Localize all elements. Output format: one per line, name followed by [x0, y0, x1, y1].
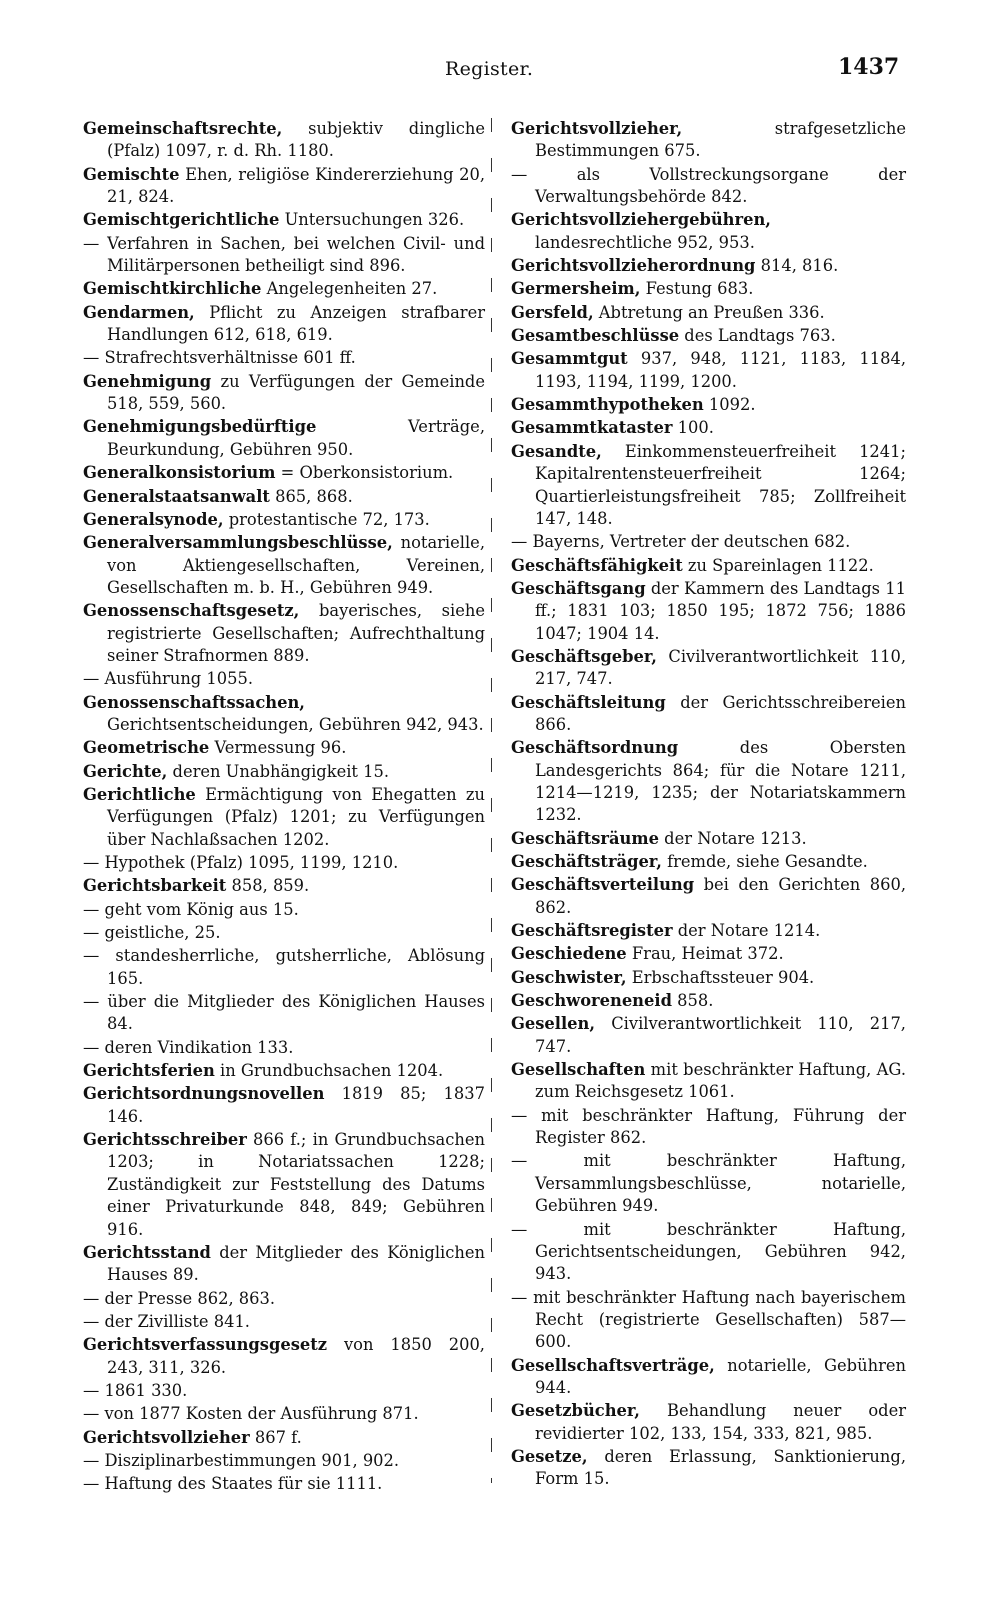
entry-references: 1819 85; 1837 146. [107, 1084, 485, 1126]
entry-references: Civilverantwortlichkeit 110, 217, 747. [535, 1014, 906, 1056]
index-entry [511, 737, 906, 826]
entry-keyword: Generalsynode, [83, 509, 224, 529]
entry-references: 866 f.; in Grundbuchsachen 1203; in Notariatssachen 1228; Zuständigkeit zur Feststellung des Datums einer Privaturkunde 848, 849; Gebühren 916. [107, 1130, 485, 1239]
entry-keyword: Gerichtsverfassungsgesetz [83, 1335, 328, 1355]
index-entry [511, 578, 906, 645]
entry-references: 1092. [708, 395, 756, 415]
index-entry [511, 1400, 906, 1445]
index-entry [511, 920, 906, 942]
index-entry [83, 532, 485, 599]
entry-references: notarielle, von Aktiengesellschaften, Vereinen, Gesellschaften m. b. H., Gebühren 949. [107, 533, 485, 597]
index-entry [511, 1013, 906, 1058]
entry-references: — Strafrechtsverhältnisse 601 ff. [83, 348, 356, 368]
running-head [0, 54, 1000, 88]
entry-keyword: Gesammthypotheken [511, 395, 704, 415]
entry-references: Erbschaftssteuer 904. [631, 967, 815, 987]
index-entry [83, 462, 485, 484]
entry-keyword: Geschiedene [511, 944, 627, 964]
index-entry [83, 761, 485, 783]
entry-references: — Ausführung 1055. [83, 669, 254, 689]
index-entry [511, 417, 906, 439]
entry-references: 867 f. [254, 1427, 302, 1447]
entry-references: Verträge, Beurkundung, Gebühren 950. [107, 417, 485, 459]
index-subentry [83, 668, 485, 690]
index-entry [511, 943, 906, 965]
entry-keyword: Geschäftsräume [511, 828, 659, 848]
index-entry [83, 164, 485, 209]
entry-keyword: Gesellschaften [511, 1060, 646, 1080]
index-entry [83, 1427, 485, 1449]
entry-references: Abtretung an Preußen 336. [598, 302, 825, 322]
entry-references: Frau, Heimat 372. [631, 944, 784, 964]
index-entry [511, 325, 906, 347]
index-entry [511, 209, 906, 254]
index-entry [83, 416, 485, 461]
entry-keyword: Gerichtsvollzieher [83, 1427, 250, 1447]
entry-references: des Landtags 763. [684, 326, 836, 346]
entry-references: — als Vollstreckungsorgane der Verwaltungsbehörde 842. [511, 164, 906, 207]
entry-keyword: Gerichtsvollziehergebühren, [511, 210, 771, 230]
entry-references: — Bayerns, Vertreter der deutschen 682. [511, 532, 851, 552]
entry-references: 865, 868. [275, 486, 353, 506]
entry-references: landesrechtliche 952, 953. [535, 232, 755, 252]
entry-references: — über die Mitglieder des Königlichen Hauses 84. [83, 992, 485, 1034]
index-subentry [511, 164, 906, 209]
entry-keyword: Genehmigungsbedürftige [83, 417, 317, 437]
entry-keyword: Gemischte [83, 164, 180, 184]
index-entry [511, 692, 906, 737]
entry-references: — der Presse 862, 863. [83, 1288, 276, 1308]
entry-keyword: Gerichtliche [83, 784, 196, 804]
index-subentry [83, 991, 485, 1036]
entry-keyword: Gerichtsordnungsnovellen [83, 1084, 325, 1104]
entry-references: bayerisches, siehe registrierte Gesellschaften; Aufrechthaltung seiner Strafnormen 889. [107, 601, 485, 665]
index-entry [83, 1083, 485, 1128]
index-entry [511, 302, 906, 324]
index-entry [511, 967, 906, 989]
index-subentry [83, 1037, 485, 1059]
entry-references: Pflicht zu Anzeigen strafbarer Handlungen 612, 618, 619. [107, 302, 485, 345]
index-entry [83, 784, 485, 851]
index-entry [83, 875, 485, 897]
entry-references: — geht vom König aus 15. [83, 899, 299, 919]
column-divider [491, 118, 492, 1483]
index-entry [83, 509, 485, 531]
entry-keyword: Gerichtsschreiber [83, 1130, 247, 1150]
entry-references: — von 1877 Kosten der Ausführung 871. [83, 1404, 419, 1424]
index-entry [511, 1059, 906, 1104]
index-subentry [83, 1311, 485, 1333]
entry-references: des Obersten Landesgerichts 864; für die Notare 1211, 1214—1219, 1235; der Notariatskammern 1232. [535, 738, 906, 825]
index-entry [83, 118, 485, 163]
entry-keyword: Generalstaatsanwalt [83, 486, 270, 506]
entry-keyword: Gesammtkataster [511, 418, 673, 438]
entry-keyword: Gerichtsbarkeit [83, 876, 227, 896]
entry-keyword: Gemischtgerichtliche [83, 210, 280, 230]
index-entry [83, 1060, 485, 1082]
index-entry [83, 737, 485, 759]
index-entry [511, 1355, 906, 1400]
entry-references: — mit beschränkter Haftung, Versammlungsbeschlüsse, notarielle, Gebühren 949. [511, 1151, 906, 1216]
entry-references: — deren Vindikation 133. [83, 1037, 294, 1057]
entry-references: der Kammern des Landtags 11 ff.; 1831 103; 1850 195; 1872 756; 1886 1047; 1904 14. [535, 578, 906, 643]
entry-keyword: Gerichtsvollzieher, [511, 119, 683, 138]
entry-references: zu Verfügungen der Gemeinde 518, 559, 560. [107, 371, 485, 414]
entry-references: protestantische 72, 173. [228, 509, 430, 529]
entry-keyword: Gerichtsvollzieherordnung [511, 256, 756, 276]
index-entry [83, 692, 485, 737]
entry-keyword: Geometrische [83, 738, 210, 758]
index-entry [83, 1129, 485, 1241]
entry-keyword: Gerichtsstand [83, 1242, 211, 1262]
entry-keyword: Geschäftsgang [511, 578, 646, 598]
entry-references: der Mitglieder des Königlichen Hauses 89. [107, 1242, 485, 1285]
entry-references: — geistliche, 25. [83, 923, 221, 943]
index-entry [83, 278, 485, 300]
entry-references: deren Erlassung, Sanktionierung, Form 15. [535, 1446, 906, 1489]
index-subentry [83, 1380, 485, 1402]
entry-references: 858, 859. [231, 876, 310, 896]
index-entry [511, 555, 906, 577]
entry-keyword: Geschäftsleitung [511, 692, 666, 712]
index-entry [511, 1446, 906, 1491]
entry-references: Vermessung 96. [214, 738, 347, 758]
index-entry [511, 874, 906, 919]
entry-keyword: Geschäftsregister [511, 921, 673, 941]
entry-references: der Notare 1213. [664, 828, 807, 848]
index-subentry [83, 899, 485, 921]
index-entry [511, 851, 906, 873]
entry-references: 858. [677, 991, 714, 1011]
entry-keyword: Gendarmen, [83, 302, 195, 322]
page-number: 1437 [838, 54, 900, 80]
entry-references: 814, 816. [760, 256, 839, 276]
index-entry [511, 828, 906, 850]
index-subentry [83, 1403, 485, 1425]
entry-keyword: Gesetze, [511, 1446, 588, 1466]
index-subentry [511, 1219, 906, 1286]
entry-references: mit beschränkter Haftung, AG. zum Reichsgesetz 1061. [535, 1060, 906, 1102]
entry-references: der Gerichtsschreibereien 866. [535, 692, 906, 734]
index-entry [511, 441, 906, 530]
index-subentry [83, 1450, 485, 1472]
entry-references: deren Unabhängigkeit 15. [172, 761, 390, 781]
index-entry [83, 486, 485, 508]
index-entry [83, 1242, 485, 1287]
entry-keyword: Gesetzbücher, [511, 1401, 640, 1421]
entry-keyword: Geschworeneneid [511, 991, 672, 1011]
entry-references: — mit beschränkter Haftung, Gerichtsentscheidungen, Gebühren 942, 943. [511, 1219, 906, 1284]
entry-references: Ehen, religiöse Kindererziehung 20, 21, 824. [107, 164, 485, 207]
entry-keyword: Gesammtgut [511, 349, 628, 369]
entry-references: — standesherrliche, gutsherrliche, Ablösung 165. [83, 946, 485, 988]
entry-references: Festung 683. [645, 279, 754, 299]
index-entry [511, 348, 906, 393]
entry-references: zu Spareinlagen 1122. [687, 555, 874, 575]
index-column-left [83, 118, 485, 1497]
entry-references: — Haftung des Staates für sie 1111. [83, 1474, 383, 1494]
entry-keyword: Gersfeld, [511, 302, 594, 322]
entry-references: subjektiv dingliche (Pfalz) 1097, r. d. Rh. 1180. [107, 119, 485, 161]
index-subentry [83, 233, 485, 278]
entry-keyword: Genossenschaftsgesetz, [83, 601, 300, 621]
entry-references: Untersuchungen 326. [284, 210, 465, 230]
index-entry [511, 255, 906, 277]
entry-keyword: Gemischtkirchliche [83, 279, 262, 299]
index-entry [511, 646, 906, 691]
entry-references: — Hypothek (Pfalz) 1095, 1199, 1210. [83, 853, 399, 872]
entry-keyword: Geschäftsträger, [511, 852, 662, 871]
index-entry [511, 990, 906, 1012]
entry-keyword: Genehmigung [83, 371, 212, 391]
entry-references: — mit beschränkter Haftung nach bayerischem Recht (registrierte Gesellschaften) 587—600. [511, 1287, 906, 1352]
entry-keyword: Genossenschaftssachen, [83, 692, 305, 712]
entry-keyword: Gerichte, [83, 761, 168, 781]
entry-references: 100. [677, 418, 714, 438]
entry-keyword: Gerichtsferien [83, 1061, 215, 1081]
entry-references: notarielle, Gebühren 944. [535, 1355, 906, 1397]
index-entry [83, 600, 485, 667]
index-subentry [83, 1473, 485, 1495]
entry-references: Behandlung neuer oder revidierter 102, 133, 154, 333, 821, 985. [535, 1401, 906, 1443]
entry-references: von 1850 200, 243, 311, 326. [107, 1335, 485, 1377]
entry-references: — 1861 330. [83, 1380, 188, 1400]
entry-keyword: Geschwister, [511, 967, 627, 987]
entry-references: — Verfahren in Sachen, bei welchen Civil- und Militärpersonen betheiligt sind 896. [83, 233, 485, 276]
entry-keyword: Generalversammlungsbeschlüsse, [83, 533, 393, 553]
entry-references: 937, 948, 1121, 1183, 1184, 1193, 1194, 1199, 1200. [535, 349, 906, 391]
index-entry [83, 371, 485, 416]
index-entry [83, 302, 485, 347]
entry-keyword: Gemeinschaftsrechte, [83, 119, 283, 138]
entry-references: — mit beschränkter Haftung, Führung der Register 862. [511, 1105, 906, 1148]
index-subentry [83, 1288, 485, 1310]
entry-references: Ermächtigung von Ehegatten zu Verfügungen (Pfalz) 1201; zu Verfügungen über Nachlaßsachen 1202. [107, 784, 485, 849]
index-entry [83, 1334, 485, 1379]
index-entry [511, 278, 906, 300]
entry-keyword: Gesellen, [511, 1014, 596, 1034]
entry-references: = Oberkonsistorium. [280, 463, 454, 483]
entry-references: Civilverantwortlichkeit 110, 217, 747. [535, 646, 906, 689]
index-subentry [511, 1105, 906, 1150]
index-subentry [511, 1150, 906, 1217]
entry-references: strafgesetzliche Bestimmungen 675. [535, 119, 906, 161]
entry-keyword: Geschäftsverteilung [511, 875, 695, 895]
index-subentry [511, 531, 906, 553]
entry-references: — Disziplinarbestimmungen 901, 902. [83, 1450, 400, 1470]
entry-references: fremde, siehe Gesandte. [667, 852, 868, 871]
index-entry [83, 209, 485, 231]
entry-references: Einkommensteuerfreiheit 1241; Kapitalrentensteuerfreiheit 1264; Quartierleistungsfreiheit 785; Zollfreiheit 147, 148. [535, 441, 906, 528]
index-subentry [83, 922, 485, 944]
entry-keyword: Gesamtbeschlüsse [511, 326, 680, 346]
entry-keyword: Generalkonsistorium [83, 463, 276, 483]
entry-references: Angelegenheiten 27. [266, 279, 438, 299]
index-subentry [83, 347, 485, 369]
entry-references: — der Zivilliste 841. [83, 1311, 250, 1331]
index-subentry [83, 852, 485, 874]
index-subentry [511, 1287, 906, 1354]
index-entry [511, 118, 906, 163]
index-subentry [83, 945, 485, 990]
entry-keyword: Germersheim, [511, 279, 641, 299]
index-entry [511, 394, 906, 416]
entry-keyword: Gesandte, [511, 441, 602, 461]
entry-references: in Grundbuchsachen 1204. [219, 1061, 444, 1081]
index-column-right [511, 118, 906, 1492]
entry-references: Gerichtsentscheidungen, Gebühren 942, 943. [107, 714, 484, 734]
running-title: Register. [445, 58, 534, 80]
entry-references: der Notare 1214. [677, 921, 821, 941]
entry-references: bei den Gerichten 860, 862. [535, 875, 906, 917]
entry-keyword: Geschäftsgeber, [511, 646, 657, 666]
entry-keyword: Geschäftsordnung [511, 738, 679, 758]
entry-keyword: Gesellschaftsverträge, [511, 1355, 715, 1375]
entry-keyword: Geschäftsfähigkeit [511, 555, 683, 575]
